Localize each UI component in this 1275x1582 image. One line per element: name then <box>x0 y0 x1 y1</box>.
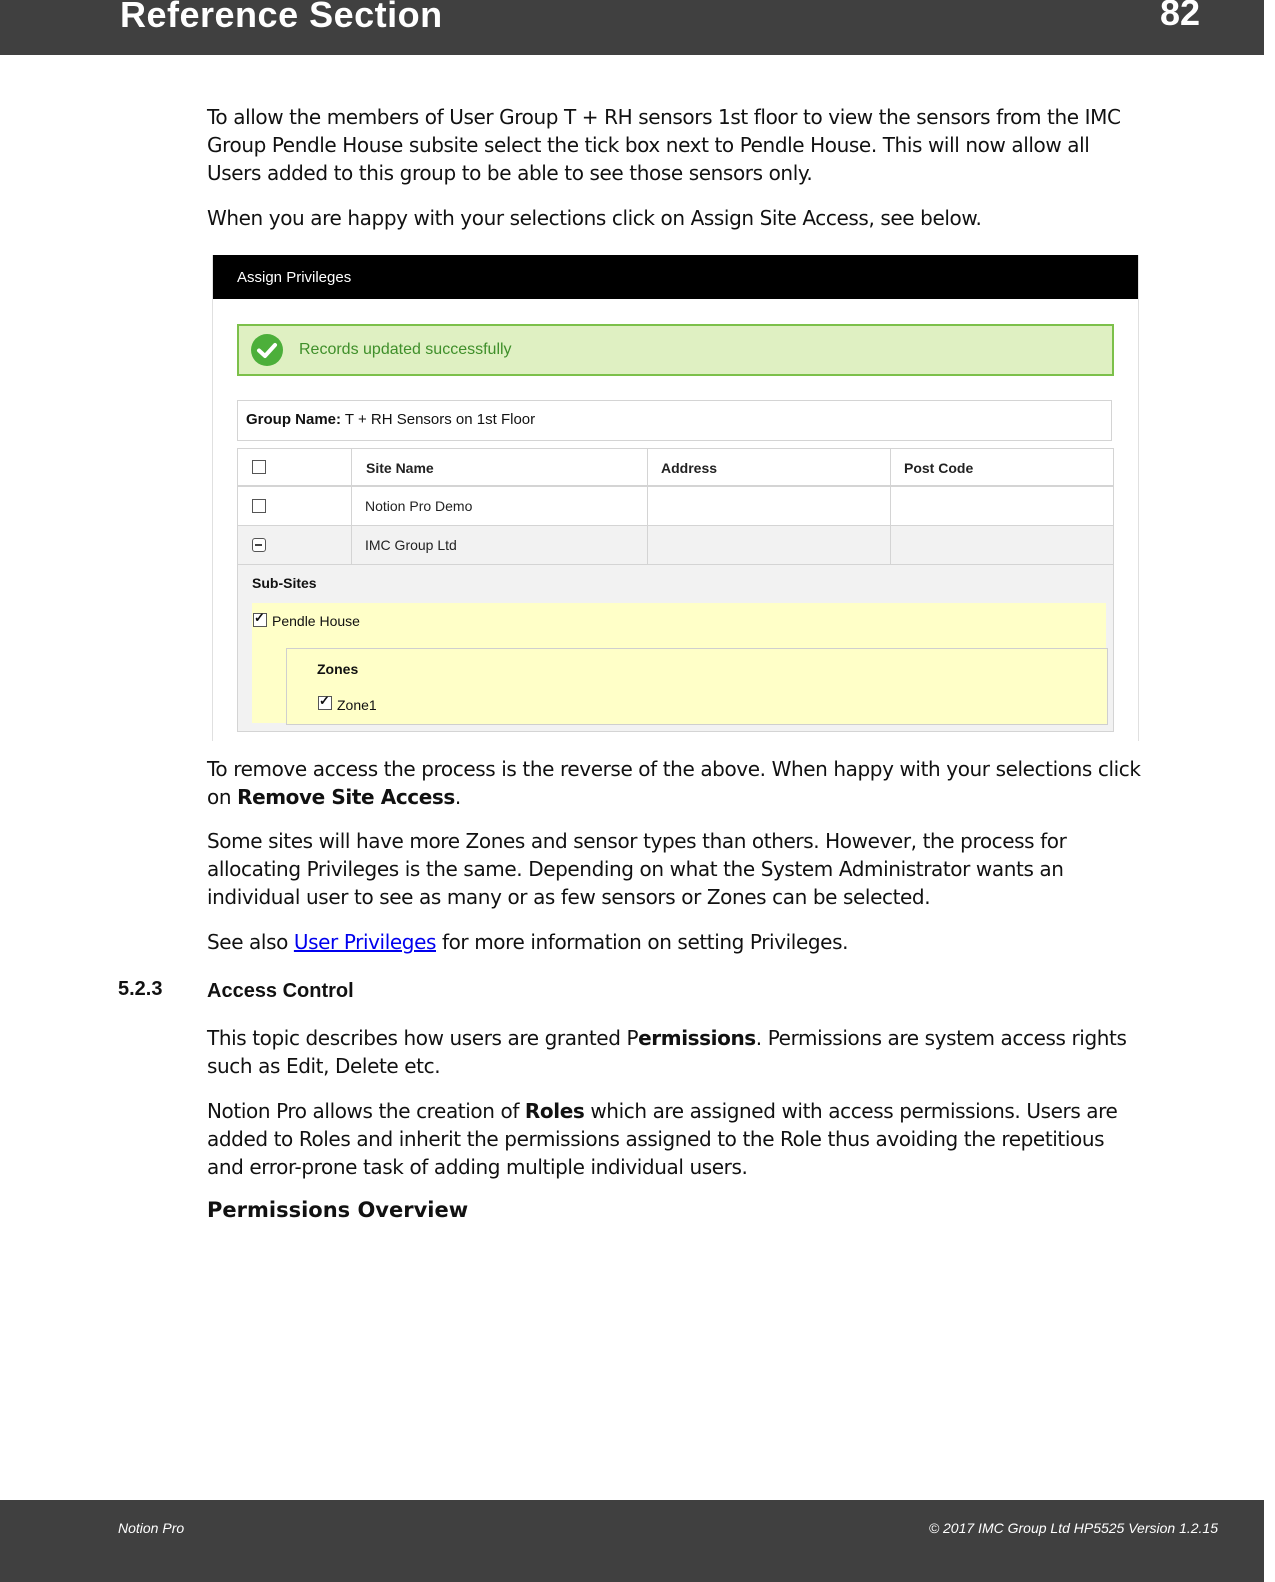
row-checkbox[interactable] <box>252 499 266 513</box>
paragraph-6 <box>207 1024 1142 1080</box>
page-footer <box>0 1500 1264 1582</box>
column-divider <box>890 449 891 485</box>
group-name-box <box>237 400 1112 441</box>
roles-bold: Roles <box>524 1099 585 1123</box>
check-circle-icon <box>251 334 283 366</box>
permissions-overview-heading: Permissions Overview <box>207 1198 469 1222</box>
column-divider <box>351 487 352 525</box>
paragraph-6-end: . Permissions are system access rights such as Edit, Delete etc. <box>207 1026 1127 1078</box>
paragraph-7-end: which are assigned with access permissions. Users are added to Roles and inherit the permissions assigned to the Role thus avoiding the repetitious and error-prone task of adding multiple individual users. <box>207 1099 1118 1179</box>
paragraph-7 <box>207 1097 1142 1181</box>
column-header-address[interactable]: Address <box>661 460 718 476</box>
paragraph-5 <box>207 928 1142 956</box>
group-name-value: T + RH Sensors on 1st Floor <box>344 411 536 428</box>
alert-message: Records updated successfully <box>299 341 512 358</box>
column-divider <box>647 487 648 525</box>
column-divider <box>890 526 891 564</box>
footer-copyright: © 2017 IMC Group Ltd HP5525 Version 1.2.15 <box>928 1520 1218 1536</box>
sub-sites-title: Sub-Sites <box>252 575 317 591</box>
zones-box <box>286 648 1108 725</box>
column-divider <box>351 449 352 485</box>
zone1-checkbox[interactable] <box>318 696 332 710</box>
column-divider <box>647 526 648 564</box>
select-all-checkbox[interactable] <box>252 460 266 474</box>
remove-site-access-bold: Remove Site Access <box>237 785 455 809</box>
sub-site-label: Pendle House <box>272 613 360 629</box>
section-number: 5.2.3 <box>118 978 163 1000</box>
paragraph-4: Some sites will have more Zones and sensor types than others. However, the process for allocating Privileges is the same. Depending on what the System Administrator wants an individual user to see as many or as few sensors or Zones can be selected. <box>207 829 1067 909</box>
paragraph-3-end: . <box>454 785 461 809</box>
permissions-bold: ermissions <box>638 1026 756 1050</box>
table-row <box>237 526 1114 565</box>
paragraph-3 <box>207 755 1142 811</box>
user-privileges-link[interactable]: User Privileges <box>293 930 436 954</box>
sub-site-highlight <box>252 603 1106 723</box>
paragraph-5-end: for more information on setting Privileges. <box>436 930 849 954</box>
site-name-cell: Notion Pro Demo <box>365 498 473 514</box>
paragraph-7-text: Notion Pro allows the creation of <box>207 1099 525 1123</box>
page-number: 82 <box>1159 0 1200 33</box>
site-name-cell: IMC Group Ltd <box>365 537 457 553</box>
success-alert <box>237 324 1114 376</box>
column-divider <box>351 526 352 564</box>
table-row <box>237 487 1114 526</box>
table-header <box>237 448 1114 488</box>
row-checkbox-indeterminate[interactable] <box>252 538 266 552</box>
paragraph-2: When you are happy with your selections click on Assign Site Access, see below. <box>207 206 982 230</box>
section-title: Access Control <box>207 980 354 1002</box>
paragraph-5-text: See also <box>207 930 294 954</box>
paragraph-3-text: To remove access the process is the reverse of the above. When happy with your selections click on <box>207 757 1141 809</box>
column-header-site-name[interactable]: Site Name <box>366 460 434 476</box>
column-header-post-code[interactable]: Post Code <box>904 460 974 476</box>
footer-product: Notion Pro <box>118 1520 185 1536</box>
header-title: Reference Section <box>120 0 443 35</box>
panel-title-bar <box>213 255 1138 299</box>
column-divider <box>890 487 891 525</box>
paragraph-1: To allow the members of User Group T + RH sensors 1st floor to view the sensors from the IMC Group Pendle House subsite select the tick box next to Pendle House. This will now allow all Users added to this group to be able to see those sensors only. <box>207 105 1121 185</box>
paragraph-6-text: This topic describes how users are granted P <box>207 1026 639 1050</box>
assign-privileges-screenshot <box>212 255 1139 741</box>
pendle-house-checkbox[interactable] <box>253 613 267 627</box>
zones-title: Zones <box>317 661 359 677</box>
group-name-label: Group Name: <box>246 411 342 428</box>
page-header <box>0 0 1264 55</box>
column-divider <box>647 449 648 485</box>
zone-label: Zone1 <box>337 697 377 713</box>
sub-sites-panel <box>237 565 1114 732</box>
panel-title: Assign Privileges <box>237 269 352 286</box>
